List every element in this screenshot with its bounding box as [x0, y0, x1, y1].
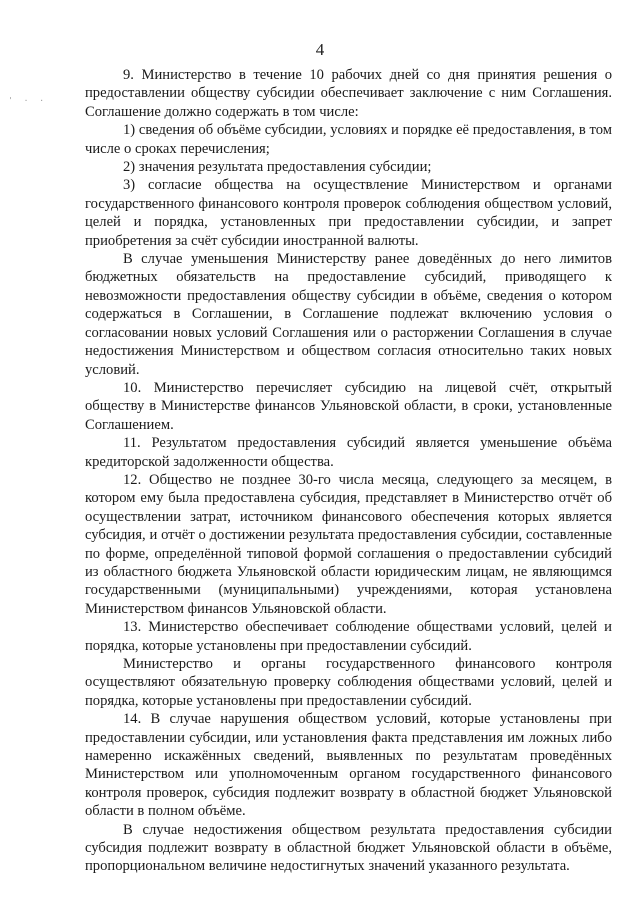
- paragraph-9-item-3: 3) согласие общества на осуществление Министерством и органами государственного финансового контроля проверок соблюдения обществом условий, целей и порядка, установленных при предоставлении субсидии, и запрет приобретения за счёт субсидии иностранной валюты.: [85, 177, 612, 249]
- paragraph-14-refund: В случае недостижения обществом результата предоставления субсидии субсидия подлежит возврату в областной бюджет Ульяновской области в объёме, пропорциональном величине недостигнутых значений указанного результата.: [85, 821, 612, 875]
- paragraph-12: 12. Общество не позднее 30-го числа месяца, следующего за месяцем, в котором ему была предоставлена субсидия, представляет в Министерство отчёт об осуществлении затрат, источником финансового обеспечения которых является субсидия, и отчёт о достижении результата предоставления субсидии, составленные по форме, определённой типовой формой соглашения о предоставлении субсидий из областного бюджета Ульяновской области юридическим лицам, не являющимся государственными (муниципальными) учреждениями, которая установлена Министерством финансов Ульяновской области.: [85, 471, 612, 617]
- paragraph-9-item-2: 2) значения результата предоставления субсидии;: [123, 159, 432, 176]
- document-body: [85, 66, 612, 876]
- paragraph-13-control: Министерство и органы государственного финансового контроля осуществляют обязательную проверку соблюдения обществами условий, целей и порядка, которые установлены при предоставлении субсидий.: [85, 656, 612, 709]
- paragraph-10: 10. Министерство перечисляет субсидию на лицевой счёт, открытый обществу в Министерстве финансов Ульяновской области, в сроки, установленные Соглашением.: [85, 379, 612, 433]
- paragraph-14: 14. В случае нарушения обществом условий, которые установлены при предоставлении субсидии, или установления факта представления им ложных либо намеренно искажённых сведений, выявленных по результатам проведённых Министерством или уполномоченным органом государственного финансового контроля проверок, субсидия подлежит возврату в областной бюджет Ульяновской области в полном объёме.: [85, 711, 612, 820]
- paragraph-9: 9. Министерство в течение 10 рабочих дней со дня принятия решения о предоставлении обществу субсидии обеспечивает заключение с ним Соглашения. Соглашение должно содержать в том числе:: [85, 67, 612, 120]
- page-number: 4: [315, 40, 325, 59]
- scan-margin-mark: ' · ·: [8, 96, 48, 105]
- paragraph-9-limits: В случае уменьшения Министерству ранее доведённых до него лимитов бюджетных обязательств на предоставление субсидий, приводящего к невозможности предоставления обществу субсидии в объёме, сведения о котором содержаться в Соглашении, в Соглашение подлежат включению условия о согласовании новых условий Соглашения или о расторжении Соглашения в случае недостижения Министерством и обществом согласия относительно таких новых условий.: [85, 251, 612, 378]
- paragraph-13: 13. Министерство обеспечивает соблюдение обществами условий, целей и порядка, которые установлены при предоставлении субсидий.: [85, 619, 612, 654]
- paragraph-11: 11. Результатом предоставления субсидий является уменьшение объёма кредиторской задолженности общества.: [85, 435, 612, 470]
- paragraph-9-item-1: 1) сведения об объёме субсидии, условиях и порядке её предоставления, в том числе о сроках перечисления;: [85, 122, 612, 157]
